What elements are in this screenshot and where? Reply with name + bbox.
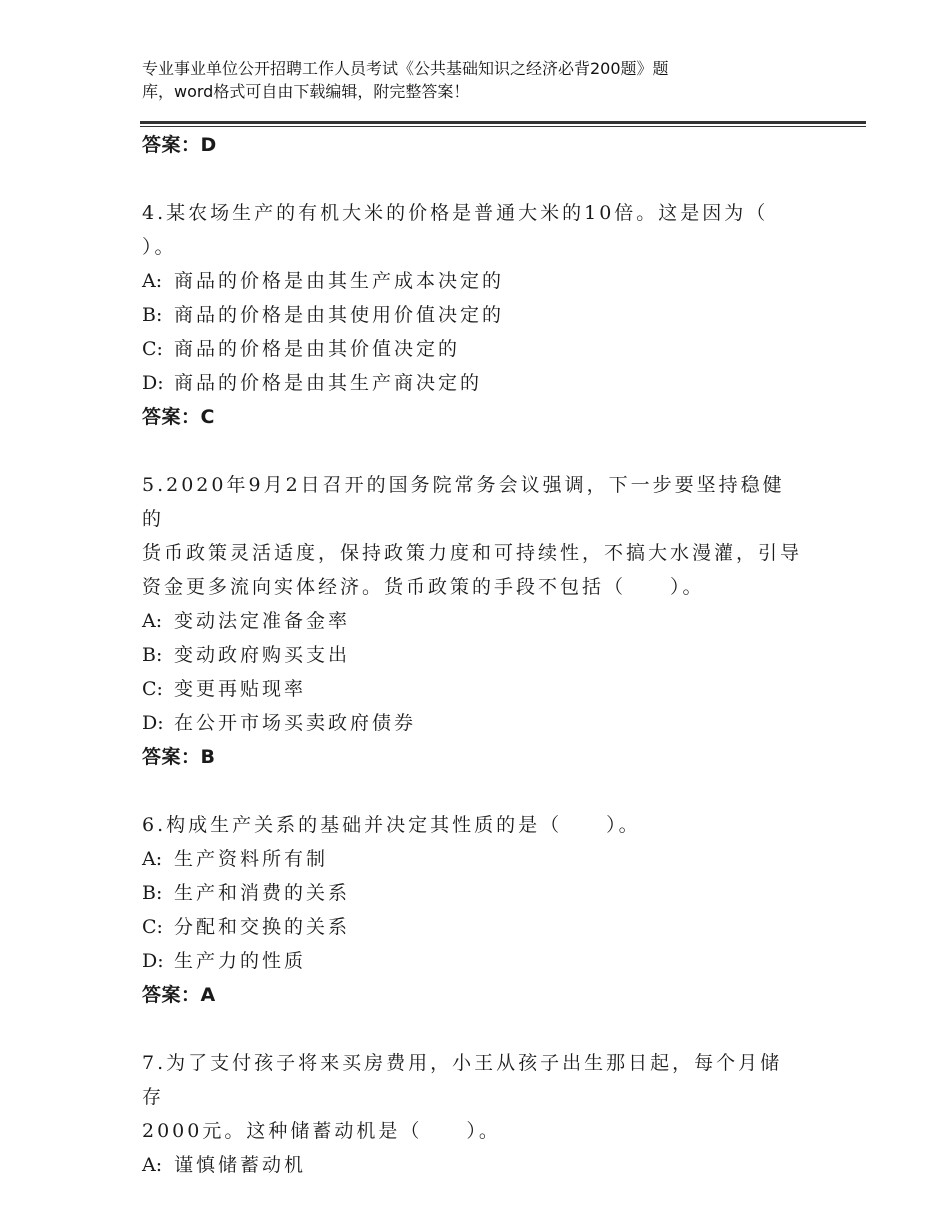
option-letter: C: [142,916,163,938]
question-stem-line: 4.某农场生产的有机大米的价格是普通大米的10倍。这是因为（ [142,202,769,224]
question-stem [142,468,802,604]
option-letter: C: [142,678,163,700]
option-text: 变动政府购买支出 [174,644,351,666]
option-d [142,944,802,978]
option-a [142,604,802,638]
option-letter: B: [142,882,163,904]
answer: 答案：C [142,406,215,428]
option-letter: C: [142,338,163,360]
question-block-4 [142,196,802,434]
header-rule-thick [140,121,866,124]
question-stem [142,1046,802,1148]
option-text: 变动法定准备金率 [174,610,351,632]
option-text: 变更再贴现率 [174,678,307,700]
question-stem-line: ）。 [142,236,177,258]
option-text: 生产和消费的关系 [174,882,351,904]
option-text: 分配和交换的关系 [174,916,351,938]
spacer [142,434,802,468]
option-b [142,638,802,672]
answer: 答案：A [142,984,216,1006]
document-header [142,57,782,103]
option-a [142,1148,802,1182]
option-text: 生产资料所有制 [174,848,329,870]
option-letter: D: [142,712,164,734]
option-text: 谨慎储蓄动机 [174,1154,307,1176]
option-b [142,298,802,332]
option-c [142,672,802,706]
answer: 答案：B [142,746,216,768]
spacer [142,162,802,196]
question-stem-line: 资金更多流向实体经济。货币政策的手段不包括（ ）。 [142,576,705,598]
option-letter: B: [142,644,163,666]
question-block-7 [142,1046,802,1182]
option-a [142,842,802,876]
option-letter: A: [142,848,163,870]
option-letter: D: [142,950,164,972]
option-text: 商品的价格是由其使用价值决定的 [174,304,505,326]
option-text: 商品的价格是由其价值决定的 [174,338,461,360]
question-stem-line: 6.构成生产关系的基础并决定其性质的是（ ）。 [142,814,641,836]
option-letter: A: [142,1154,163,1176]
option-a [142,264,802,298]
header-title-line2: 库，word格式可自由下载编辑，附完整答案！ [142,82,470,101]
question-stem-line: 货币政策灵活适度，保持政策力度和可持续性，不搞大水漫灌，引导 [142,542,803,564]
question-stem-line: 7.为了支付孩子将来买房费用，小王从孩子出生那日起，每个月储存 [142,1052,783,1108]
option-letter: B: [142,304,163,326]
header-rule-thin [140,126,866,127]
option-letter: D: [142,372,164,394]
option-c [142,332,802,366]
question-list [142,128,802,1182]
header-title-line1: 专业事业单位公开招聘工作人员考试《公共基础知识之经济必背200题》题 [142,59,669,78]
question-block-6 [142,808,802,1012]
option-d [142,366,802,400]
option-text: 生产力的性质 [174,950,307,972]
option-letter: A: [142,270,163,292]
question-stem-line: 2000元。这种储蓄动机是（ ）。 [142,1120,501,1142]
spacer [142,774,802,808]
option-text: 在公开市场买卖政府债券 [174,712,417,734]
question-stem-line: 5.2020年9月2日召开的国务院常务会议强调，下一步要坚持稳健的 [142,474,785,530]
option-text: 商品的价格是由其生产成本决定的 [174,270,505,292]
option-d [142,706,802,740]
spacer [142,1012,802,1046]
option-b [142,876,802,910]
previous-answer: 答案：D [142,134,217,156]
question-stem [142,196,802,264]
option-c [142,910,802,944]
question-block-5 [142,468,802,774]
option-letter: A: [142,610,163,632]
question-stem [142,808,802,842]
option-text: 商品的价格是由其生产商决定的 [174,372,483,394]
